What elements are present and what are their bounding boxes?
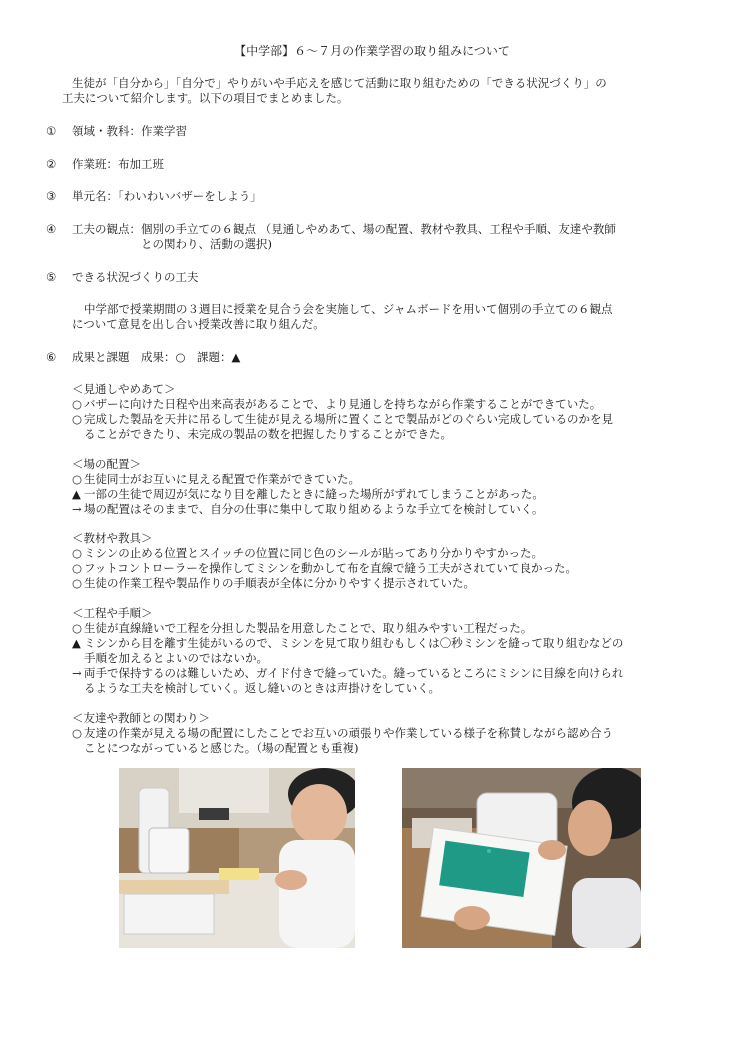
- photo-image: [402, 768, 641, 948]
- circle-mark-icon: ○: [72, 412, 83, 426]
- entry-text: [84, 636, 704, 666]
- item-number: ③: [46, 189, 57, 203]
- entry-text: 生徒の作業工程や製品作りの手順表が全体に分かりやすく提示されていた。: [84, 576, 475, 590]
- entry: [72, 726, 704, 756]
- entry-text: ミシンの止める位置とスイッチの位置に同じ色のシールが貼ってあり分かりやすかった。: [84, 546, 544, 560]
- section-heading: ＜工程や手順＞: [72, 606, 153, 620]
- item-text: 領域・教科：作業学習: [72, 124, 187, 138]
- item-6: [46, 350, 706, 365]
- circle-mark-icon: ○: [72, 397, 83, 411]
- photo-image: [119, 768, 355, 948]
- circle-mark-icon: ○: [72, 621, 83, 635]
- triangle-mark-icon: ▲: [72, 636, 81, 650]
- photo-sewing-student-2: [402, 768, 641, 948]
- item-number: ①: [46, 124, 57, 138]
- entry: [72, 546, 704, 561]
- entry-text-line: ことにつながっていると感じた。（場の配置とも重複): [84, 741, 359, 755]
- item-label: 工夫の観点：: [72, 222, 141, 236]
- arrow-right-icon: →: [72, 502, 82, 516]
- entry-text-line: 完成した製品を天井に吊るして生徒が見える場所に置くことで製品がどのぐらい完成しているのかを見: [84, 412, 613, 426]
- entry-text: 生徒同士がお互いに見える配置で作業ができていた。: [84, 472, 360, 486]
- entry: [72, 397, 704, 412]
- triangle-mark-icon: ▲: [72, 487, 81, 501]
- item-text: [141, 222, 706, 252]
- arrow-right-icon: →: [72, 666, 82, 680]
- circle-mark-icon: ○: [72, 576, 83, 590]
- entry-text: バザーに向けた日程や出来高表があることで、より見通しを持ちながら作業することができていた。: [84, 397, 602, 411]
- document-title: 【中学部】６～７月の作業学習の取り組みについて: [234, 44, 510, 58]
- entry-text: [84, 412, 704, 442]
- section-process: [72, 606, 704, 696]
- section-materials: [72, 531, 704, 591]
- entry-text-line: るような工夫を検討していく。返し縫いのときは声掛けをしていく。: [84, 681, 441, 695]
- item-text: 単元名：「わいわいバザーをしよう」: [72, 189, 262, 203]
- section-layout: [72, 457, 704, 517]
- item-1: [46, 124, 706, 139]
- entry: [72, 621, 704, 636]
- paragraph-line: について意見を出し合い授業改善に取り組んだ。: [72, 317, 325, 331]
- entry: [72, 636, 704, 666]
- entry-text: [84, 666, 704, 696]
- entry: [72, 472, 704, 487]
- entry: [72, 412, 704, 442]
- entry-text-line: 手順を加えるとよいのではないか。: [84, 651, 268, 665]
- intro-line: 生徒が「自分から」「自分で」やりがいや手応えを感じて活動に取り組むための「できる状況づくり」の: [72, 76, 607, 90]
- section-heading: ＜場の配置＞: [72, 457, 141, 471]
- item-text: 作業班：布加工班: [72, 157, 164, 171]
- item-4: [46, 222, 706, 252]
- section-outlook: [72, 382, 704, 442]
- entry-text: フットコントローラーを操作してミシンを動かして布を直線で縫う工夫がされていて良かった。: [84, 561, 577, 575]
- entry: [72, 561, 704, 576]
- circle-mark-icon: ○: [72, 546, 83, 560]
- circle-mark-icon: ○: [72, 472, 83, 486]
- item-number: ②: [46, 157, 57, 171]
- item-2: [46, 157, 706, 172]
- entry: [72, 502, 704, 517]
- entry: [72, 487, 704, 502]
- circle-mark-icon: ○: [72, 726, 83, 740]
- item-5-paragraph: [72, 302, 704, 332]
- entry-text: 一部の生徒で周辺が気になり目を離したときに縫った場所がずれてしまうことがあった。: [84, 487, 544, 501]
- item-text: できる状況づくりの工夫: [72, 270, 199, 284]
- intro-paragraph: [62, 76, 702, 106]
- section-relations: [72, 711, 704, 756]
- entry-text-line: ミシンから目を離す生徒がいるので、ミシンを見て取り組むもしくは〇秒ミシンを縫って取り組むなどの: [84, 636, 624, 650]
- entry-text: 場の配置はそのままで、自分の仕事に集中して取り組めるような手立てを検討していく。: [84, 502, 544, 516]
- section-heading: ＜友達や教師との関わり＞: [72, 711, 210, 725]
- paragraph-line: 中学部で授業期間の３週目に授業を見合う会を実施して、ジャムボードを用いて個別の手立ての６観点: [84, 302, 613, 316]
- entry-text-line: 両手で保持するのは難しいため、ガイド付きで縫っていた。縫っているところにミシンに目線を向けられ: [84, 666, 624, 680]
- circle-mark-icon: ○: [72, 561, 83, 575]
- item-number: ⑥: [46, 350, 57, 364]
- entry-text: 生徒が直線縫いで工程を分担した製品を用意したことで、取り組みやすい工程だった。: [84, 621, 533, 635]
- item-number: ④: [46, 222, 57, 236]
- entry-text: [84, 726, 704, 756]
- item-5: [46, 270, 706, 285]
- section-heading: ＜教材や教具＞: [72, 531, 153, 545]
- section-heading: ＜見通しやめあて＞: [72, 382, 176, 396]
- entry-text-line: ることができたり、未完成の製品の数を把握したりすることができた。: [84, 427, 452, 441]
- item-number: ⑤: [46, 270, 57, 284]
- item-text: 成果と課題 成果：○ 課題：▲: [72, 350, 241, 364]
- intro-line: 工夫について紹介します。以下の項目でまとめました。: [62, 91, 349, 105]
- photo-sewing-student-1: [119, 768, 355, 948]
- entry-text-line: 友達の作業が見える場の配置にしたことでお互いの頑張りや作業している様子を称賛しながら認め合う: [84, 726, 613, 740]
- entry: [72, 576, 704, 591]
- entry: [72, 666, 704, 696]
- item-text-line: との関わり、活動の選択): [141, 237, 272, 251]
- item-text-line: 個別の手立ての６観点 （見通しやめあて、場の配置、教材や教具、工程や手順、友達や教師: [141, 222, 616, 236]
- item-3: [46, 189, 706, 204]
